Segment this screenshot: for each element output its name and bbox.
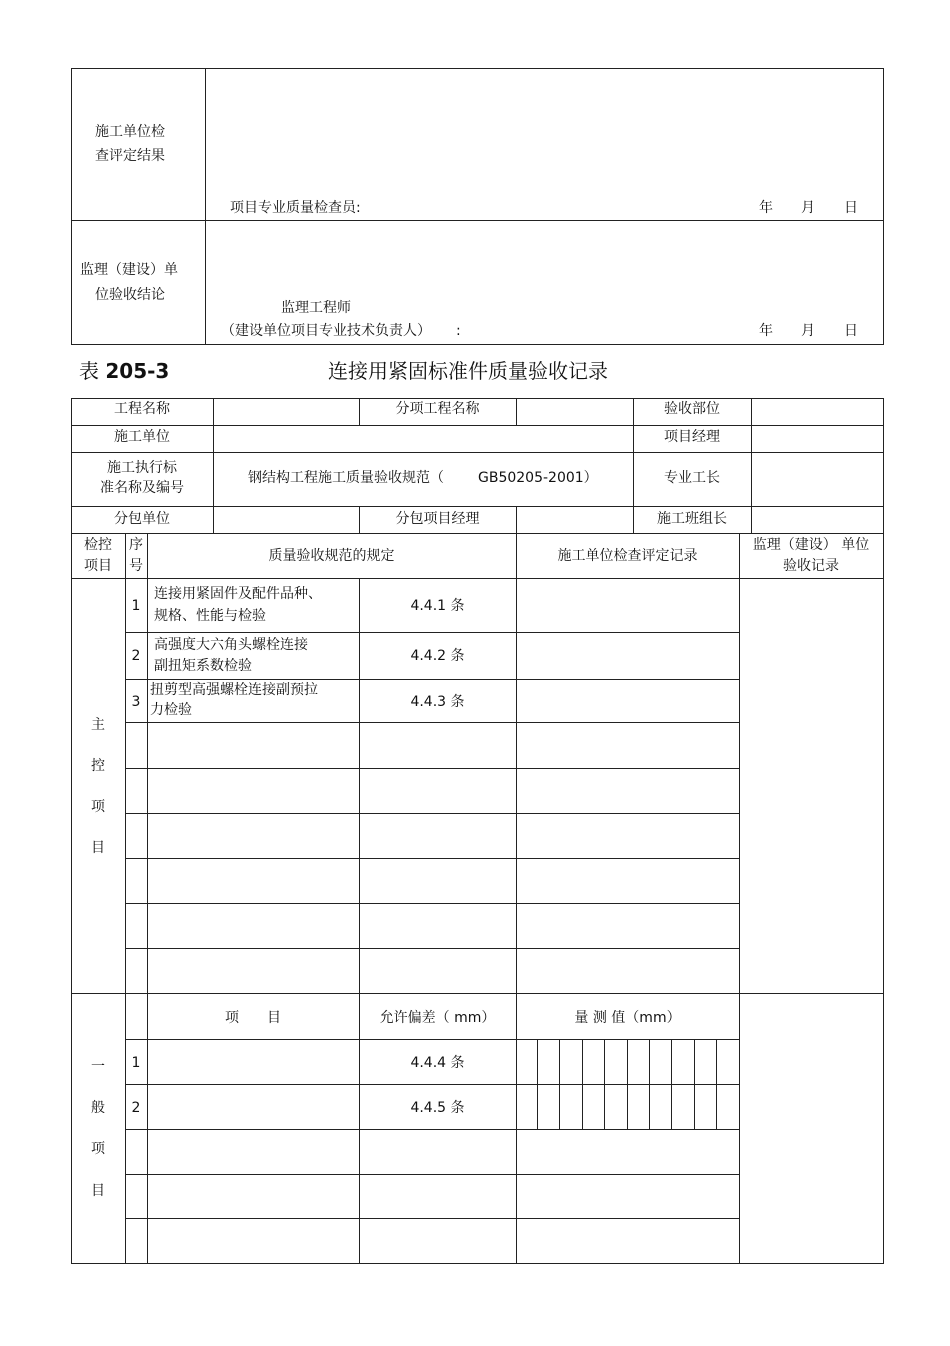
main-control-label: 主: [91, 717, 105, 733]
rule: [694, 1039, 695, 1129]
rule: [125, 1039, 739, 1040]
rule: [516, 506, 517, 534]
date-month: 月: [801, 200, 815, 216]
rule: [125, 1174, 739, 1175]
rule: [125, 903, 739, 904]
standard-code: GB50205-2001）: [478, 470, 598, 486]
rule: [649, 1039, 650, 1129]
rule: [125, 813, 739, 814]
rule: [559, 1039, 560, 1129]
general-label: 般: [91, 1100, 105, 1116]
rule: [359, 578, 360, 1264]
table-row-clause: 4.4.3 条: [410, 694, 465, 710]
rule: [883, 68, 884, 345]
rule: [71, 533, 884, 534]
supervision-header: 监理（建设） 单位: [752, 537, 870, 553]
rule: [213, 398, 214, 534]
page-title: 连接用紧固标准件质量验收记录: [328, 359, 608, 383]
rule: [537, 1039, 538, 1129]
rule: [125, 1084, 739, 1085]
rule: [71, 993, 884, 994]
subcontract-manager-label: 分包项目经理: [395, 511, 480, 527]
acceptance-part-label: 验收部位: [664, 401, 720, 417]
main-control-label: 目: [91, 840, 105, 856]
table-row-spec: 规格、性能与检验: [154, 608, 266, 624]
rule: [71, 220, 884, 221]
rule: [71, 68, 72, 345]
supervision-conclusion-label: 位验收结论: [95, 287, 165, 303]
rule: [516, 398, 517, 426]
main-control-label: 控: [91, 758, 105, 774]
rule: [71, 425, 884, 426]
table-row-clause: 4.4.5 条: [410, 1100, 465, 1116]
table-number: [79, 358, 169, 384]
general-item-header: 项 目: [225, 1010, 281, 1026]
rule: [147, 533, 148, 1264]
technical-lead-label: （建设单位项目专业技术负责人）: [221, 323, 431, 339]
rule: [125, 858, 739, 859]
standard-label: 准名称及编号: [100, 480, 184, 496]
table-row-clause: 4.4.2 条: [410, 648, 465, 664]
date-day: 日: [844, 323, 858, 339]
table-row-no: 2: [131, 648, 141, 664]
rule: [71, 344, 884, 345]
rule: [604, 1039, 605, 1129]
rule: [125, 948, 739, 949]
table-row-spec: 力检验: [150, 702, 192, 718]
general-measured-header: 量 测 值（mm）: [574, 1010, 681, 1026]
construction-unit-result-label: 查评定结果: [95, 148, 165, 164]
colon: :: [456, 323, 461, 339]
construction-unit-result-label: 施工单位检: [95, 124, 165, 140]
professional-foreman-label: 专业工长: [664, 470, 720, 486]
table-row-no: 1: [131, 1055, 141, 1071]
project-name-label: 工程名称: [114, 401, 170, 417]
table-number-value: 205-3: [105, 359, 170, 383]
subcontractor-label: 分包单位: [114, 511, 170, 527]
rule: [71, 578, 884, 579]
rule: [751, 398, 752, 534]
rule: [125, 768, 739, 769]
table-row-spec: 高强度大六角头螺栓连接: [154, 637, 308, 653]
general-label: 一: [91, 1059, 105, 1075]
table-row-no: 2: [131, 1100, 141, 1116]
seq-header: 序: [129, 537, 143, 553]
rule: [582, 1039, 583, 1129]
date-month: 月: [801, 323, 815, 339]
table-row-spec: 副扭矩系数检验: [154, 658, 252, 674]
rule: [71, 1263, 884, 1264]
rule: [125, 1218, 739, 1219]
rule: [516, 533, 517, 1264]
table-row-spec: 连接用紧固件及配件品种、: [154, 586, 322, 602]
category-header: 检控: [84, 537, 112, 553]
construction-unit-label: 施工单位: [114, 429, 170, 445]
supervision-header: 验收记录: [783, 558, 839, 574]
rule: [125, 722, 739, 723]
rule: [671, 1039, 672, 1129]
general-tolerance-header: 允许偏差（ mm）: [379, 1010, 496, 1026]
rule: [125, 632, 739, 633]
main-control-label: 项: [91, 799, 105, 815]
general-label: 项: [91, 1141, 105, 1157]
rule: [739, 533, 740, 1264]
self-check-header: 施工单位检查评定记录: [557, 548, 698, 564]
rule: [125, 533, 126, 1264]
project-manager-label: 项目经理: [664, 429, 720, 445]
standard-label: 施工执行标: [107, 460, 177, 476]
rule: [627, 1039, 628, 1129]
team-leader-label: 施工班组长: [657, 511, 727, 527]
table-row-no: 1: [131, 598, 141, 614]
seq-header: 号: [129, 558, 143, 574]
table-row-spec: 扭剪型高强螺栓连接副预拉: [150, 682, 318, 698]
table-row-no: 3: [131, 694, 141, 710]
rule: [716, 1039, 717, 1129]
quality-inspector-label: 项目专业质量检查员:: [230, 200, 361, 216]
supervision-conclusion-label: 监理（建设）单: [80, 262, 178, 278]
spec-header: 质量验收规范的规定: [268, 548, 395, 564]
rule: [71, 68, 884, 69]
sub-project-name-label: 分项工程名称: [395, 401, 480, 417]
supervising-engineer-label: 监理工程师: [281, 300, 351, 316]
date-year: 年: [759, 200, 773, 216]
rule: [883, 398, 884, 1264]
table-row-clause: 4.4.1 条: [410, 598, 465, 614]
rule: [125, 1129, 739, 1130]
general-label: 目: [91, 1183, 105, 1199]
category-header: 项目: [84, 558, 112, 574]
table-row-clause: 4.4.4 条: [410, 1055, 465, 1071]
date-day: 日: [844, 200, 858, 216]
date-year: 年: [759, 323, 773, 339]
rule: [71, 506, 884, 507]
rule: [205, 68, 206, 345]
table-number-prefix: 表: [79, 359, 99, 383]
standard-value: 钢结构工程施工质量验收规范（: [248, 470, 444, 486]
rule: [71, 452, 884, 453]
